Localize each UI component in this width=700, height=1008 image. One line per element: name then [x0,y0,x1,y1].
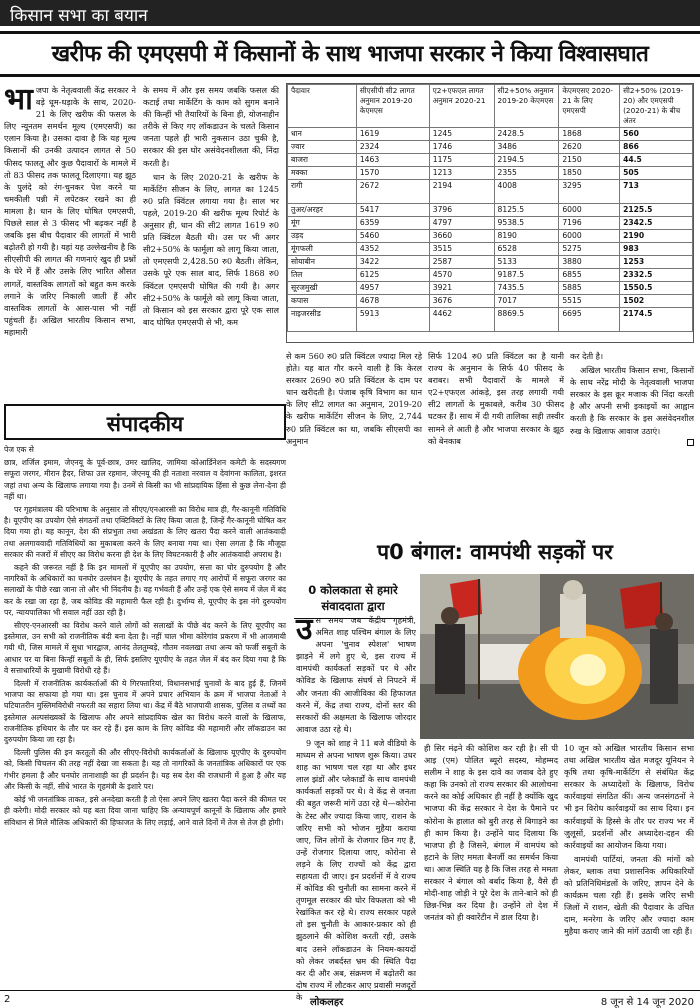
table-cell: 1619 [356,128,429,141]
table-header: सी2+50% (2019-20) और एमएसपी (2020-21) के बीच अंतर [620,85,693,128]
table-cell: 713 [620,180,693,204]
table-row [288,217,693,230]
editorial-paragraph: छात्र, शर्जिल इमाम, जेएनयू के पूर्व-छात्र, उमर खालिद, जामिया कोआर्डिनेशन कमेटी के सदस्यगण सफूरा जरगर, मीरान हैदर, शिफा उल रहमान, जेएनयू की ही नताशा नरवाल व देवांगना कालिता, इशरत जहां तथा अन्य के खिलाफ लगाया गया है। उनमें से किसी का भी सांप्रदायिक हिंसा से कुछ लेना-देना ही नहीं था। [4,458,286,501]
table-cell: 3921 [429,282,494,295]
table-header: ए2+एफएल लागत अनुमान 2020-21 [429,85,494,128]
table-cell: 6000 [559,230,620,243]
table-cell: 3796 [429,204,494,217]
table-cell: ज्वार [288,141,357,154]
bengal-paragraph: ही सिर मंढ़ने की कोशिश कर रही है। सी पी आइ (एम) पोलित ब्यूरो सदस्य, मोहम्मद सलीम ने शाह के इस दावे का जवाब देते हुए कहा कि उनको तो राज्य सरकार की आलोचना करने का कोई अधिकार ही नहीं है क्योंकि खुद भाजपा की केंद्र सरकार ने देश के पैमाने पर कोरोना के हालात को बुरी तरह से बिगाड़ने का ही काम किया है। उन्होंने याद दिलाया कि भाजपा ही है जिसने, बंगाल में वामपंथ को हटाने के लिए ममता बैनर्जी का समर्थन किया था। आज स्थिति यह है कि जिस तरह से ममता सरकार ने बंगाल को बर्बाद किया है, वैसे ही मोदी-शाह जोड़ी ने पूरे देश के ताने-बाने को ही छिन्न-भिन्न कर दिया है। उन्होंने तो देश में जनतंत्र को ही क्वारेंटीन में डाल दिया है। [424,743,558,923]
table-row [288,269,693,282]
end-of-article-icon [687,439,694,446]
table-cell: 1570 [356,167,429,180]
table-cell: 2355 [494,167,559,180]
table-cell: 3676 [429,295,494,308]
bengal-column-1 [296,612,416,1002]
table-cell: 3486 [494,141,559,154]
table-header: पैदावार [288,85,357,128]
table-cell: 1502 [620,295,693,308]
editorial-body [4,444,286,988]
table-cell: 505 [620,167,693,180]
table-cell: सोयाबीन [288,256,357,269]
table-cell: रागी [288,180,357,204]
table-cell: 2428.5 [494,128,559,141]
table-cell: 1253 [620,256,693,269]
issue-date: 8 जून से 14 जून 2020 [600,997,694,1008]
msp-column-4 [428,350,564,446]
table-cell: 4570 [429,269,494,282]
table-row [288,128,693,141]
msp-paragraph: धान के लिए 2020-21 के खरीफ के मार्केटिंग सीजन के लिए, लागत का 1245 रु0 प्रति क्विंटल लगाया गया है। साल भर पहले, 2019-20 की खरीफ मूल्य रिपोर्ट के अनुसार ही, धान की सी2 लागत 1619 रु0 प्रति क्विंटल बैठती थी। उस पर भी अगर सी2+50% के फार्मूला को लागू किया जाता, तो एमएसपी 2,428.50 रु0 बैठती। लेकिन, उसके पूरे एक साल बाद, सिर्फ 1868 रु0 क्विंटल एमएसपी घोषित की गयी है। अगर सी2+50% के फार्मूले को लागू किया जाता, तो किसान को इस सरकार द्वारा पूरे एक साल बाद घोषित एमएसपी से भी, कम [143,171,279,327]
table-cell: 5460 [356,230,429,243]
bengal-headline: प0 बंगाल: वामपंथी सड़कों पर [377,540,613,564]
table-cell: 2150 [559,154,620,167]
table-cell: 7196 [559,217,620,230]
msp-column-1 [4,84,136,396]
editorial-paragraph: सीएए-एनआरसी का विरोध करने वाले लोगों को सलाखों के पीछे बंद करने के लिए यूएपीए का इस्तेमाल, उन सभी को राजनीतिक बंदी बना देता है। नहीं चाल भीमा कोरेगांव प्रकरण में भी आजमायी गयी थी, जिस मामले में सुधा भारद्वाज, आनंद तेलतुम्बड़े, गौतम नवलखा तथा अन्य को फर्जी सबूतों के आधार पर या बिना किन्हीं सबूतों के ही, सिर्फ इसलिए यूएपीए के तहत जेल में बंद कर दिया गया है कि वे सत्ताधारियों के मुखामी विरोधी रहे हैं। [4,621,286,675]
table-cell: 2587 [429,256,494,269]
table-cell: 8190 [494,230,559,243]
table-cell: 3295 [559,180,620,204]
editorial-paragraph: कोई भी जनतांत्रिक ताकत, इसे अनदेखा करती है तो ऐसा अपने लिए खतरा पैदा करने की कीमत पर ही करेगी। मोदी सरकार को यह बता दिया जाना चाहिए कि अन्यायपूर्ण कानूनों के खिलाफ और हमारे संविधान से मिले मौलिक अधिकारों की हिफाजत के लिए लड़ाई, आने वाले दिनों में तेज से तेज ही होगी। [4,795,286,827]
table-cell: 2324 [356,141,429,154]
table-cell: 6695 [559,308,620,332]
bengal-column-2 [424,742,558,986]
table-row [288,167,693,180]
table-cell: 3515 [429,243,494,256]
table-cell: कपास [288,295,357,308]
bengal-paragraph: 9 जून को शाह ने 11 बजे वीडियो के माध्यम से अपना भाषण शुरू किया। उधर शाह का भाषण चल रहा था और इधर लाल झंडों और प्लेकार्डों के साथ वामपंथी कार्यकर्ता सड़कों पर थे। वे केंद्र से जनता की बहुत जरूरी मांगें उठा रहे थे—कोरोना के टेस्ट और ज्यादा किया जाए, राशन के जरिए सभी को भोजन मुहैया कराया जाए, जिन लोगों के रोजगार छिन गए हैं, उन्हें रोजगार दिलाया जाए, कोरोना से लड़ने के लिए राज्यों को केंद्र द्वारा सहायता दी जाए। इन प्रदर्शनों में वे राज्य में कोविड की चुनौती का सामना करने में तृणमूल सरकार की घोर विफलता को भी रेखांकित कर रहे थे। राज्य सरकार पहले तो इस चुनौती के आकार-प्रकार को ही झुठलाने की कोशिश करती रही, उसके बाद उसने लॉकडाउन के नियम-कायदों को लेकर जबर्दस्त भ्रम की स्थिति पैदा कर दी और अब, संक्रमण में बढ़ोतरी का दोष राज्य में लौटकर आए प्रवासी मजदूरों के [296,737,416,1002]
newspaper-name: लोकलहर [310,997,344,1008]
editorial-paragraph: कहने की जरूरत नहीं है कि इन मामलों में यूएपीए का उपयोग, सत्ता का घोर दुरुपयोग है और नागरिकों के अधिकारों का घनघोर उल्लंघन है। यूएपीए के तहत लगाए गए आरोपों में सफूरा जरगर का सलाखों के पीछे रखा जाना तो और भी निंदनीय है। वह गर्भवती हैं और उन्हें एक ऐसे समय में जेल में बंद कर के रखा जा रहा है, जब कोविड की महामारी फैल रही है। दुर्भाग्य से, यूएपीए के इस नंगे दुरुपयोग पर, न्यायपालिका भी सवाल नहीं उठा रही है। [4,563,286,617]
table-row [288,230,693,243]
msp-paragraph: सिर्फ 1204 रु0 प्रति क्विंटल का है यानी राज्य के अनुमान के सिर्फ 40 फीसद के बराबर। सभी पैदावारों के मामले में ए2+एफएल आंकड़े, इस तरह लगायी गयी सी2 लागतों के मुकाबले, करीब 30 फीसद घटकर हैं। साथ में दी गयी तालिका सही तस्वीर सामने ले आती है और भाजपा सरकार के झूठ को बेनकाब [428,351,564,446]
editorial-paragraph: पर गृहमंत्रालय की परिभाषा के अनुसार तो सीएए/एनआरसी का विरोध मात्र ही, गैर-कानूनी गतिविधि है। यूएपीए का उपयोग ऐसे संगठनों तथा एक्टिविस्टों के लिए किया जाता है, जिन्हें गैर-कानूनी घोषित कर दिया गया हो। यह कानून, देश की संप्रभुता तथा अखंडता के लिए खतरा पैदा करने वाली आतंकवादी तथा अलगाववादी गतिविधियों का मुकाबला करने के लिए बनाया गया था। ऐसा लगता है कि मौजूदा सरकार की नजरों में सीएए का विरोध करना ही देश के लिए विघटनकारी है और आतंकवादी अपराध है। [4,505,286,559]
table-cell: 5417 [356,204,429,217]
section-band: किसान सभा का बयान [0,0,700,26]
table-row [288,308,693,332]
table-cell: 1850 [559,167,620,180]
msp-paragraph: कर देती है। [570,351,604,361]
table-cell: 2194.5 [494,154,559,167]
table-cell: 8125.5 [494,204,559,217]
editorial-paragraph: दिल्ली में राजनीतिक कार्यकर्ताओं की ये गिरफ्तारियां, विधानसभाई चुनावों के बाद हुई हैं, जिनमें भाजपा का सफाया हो गया था। इस चुनाव में अपने प्रचार अभियान के क्रम में भाजपा नेताओं ने घटियातरीन मुस्लिमविरोधी नफरती का सहारा लिया था। केंद्र में बैठे भाजपायी शासक, पुलिस व तथ्यों का इस्तेमाल अल्पसंख्यकों के खिलाफ और अपने सांप्रदायिक खेल का विरोध करने वालों के खिलाफ, राजनीतिक हथियार के तौर पर कर रहे हैं। इस काम के लिए कोविड की महामारी और लॉकडाउन का दुरुपयोग किया जा रहा है। [4,679,286,745]
table-cell: 4352 [356,243,429,256]
table-cell: मूंग [288,217,357,230]
table-cell: 2190 [620,230,693,243]
bengal-paragraph: वामपंथी पार्टियां, जनता की मांगों को लेकर, ब्लाक तथा प्रशासनिक अधिकारियों को प्रतिनिधिमंडलों के जरिए, ज्ञापन देने के कार्यक्रम चला रही हैं। इसके जरिए सभी जिलों में राशन, खेती की पैदावार के उचित दाम, मनरेगा के जरिए और ज्यादा काम मुहैया कराए जाने की मांगें उठायी जा रही हैं। [564,853,694,937]
table-row [288,204,693,217]
table-cell: 2620 [559,141,620,154]
bengal-paragraph: स समय जब केंद्रीय गृहमंत्री, अमित शाह पश्चिम बंगाल के लिए अपना 'चुनाव स्पेशल' भाषण झाड़ने में लगे हुए थे, इस राज्य में वामपंथी कार्यकर्ता सड़कों पर थे और कोविड के खिलाफ संघर्ष से निपटने में और जनता की आजीविका की हिफाजत करने में, केंद्र तथा राज्य, दोनों स्तर की सरकारों की अक्षमता के खिलाफ जोरदार आवाज उठा रहे थे। [296,615,416,734]
table-row [288,141,693,154]
table-cell: 4678 [356,295,429,308]
table-cell: बाजरा [288,154,357,167]
table-cell: 2194 [429,180,494,204]
table-cell: 6125 [356,269,429,282]
msp-paragraph: जपा के नेतृत्ववाली केंद्र सरकार ने बड़े धूम-धड़ाके के साथ, 2020-21 के लिए खरीफ की फसल के लिए न्यूनतम समर्थन मूल्य (एमएसपी) का एलान किया है। उसका दावा है कि यह मूल्य किसानों की उनकी उत्पादन लागत से 50 फीसद फालतू और कुछ पैदावारों के मामले में तो 83 फीसद तक फालतू दिलाएगा। यह झूठ के पुलंदे को रंग-चुनकर पेश करने या चमकीली पन्नी में लपेटकर रखने का ही मामला है। धान के लिए घोषित एमएसपी, पिछले साल से 3 फीसद भी बढ़कर नहीं है जबकि इस बीच पैदावार की लागतों में भारी बढ़ोतरी हो गयी है। यहां यह उल्लेखनीय है कि सीएसीपी की लागत की गणनाएं खुद ही प्रश्नों के घेरे में हैं और उसके लिए भारित औसत लागतें, वास्तविक लागतों को बहुत कम करके लगाने के जरिए निकाली जाती हैं और वास्तविक लागतों के आस-पास भी नहीं पहुंचती हैं। अखिल भारतीय किसान सभा, महामारी [4,85,136,337]
editorial-title: संपादकीय [106,412,184,436]
table-cell: 3880 [559,256,620,269]
table-cell: 2332.5 [620,269,693,282]
table-cell: 8869.5 [494,308,559,332]
editorial-paragraph: दिल्ली पुलिस की इन करतूतों की और सीएए-विरोधी कार्यकर्ताओं के खिलाफ यूएपीए के दुरुपयोग को, किसी चिचलन की तरह नहीं देखा जा सकता है। यह तो नागरिकों के जनतांत्रिक अधिकारों पर एक गंभीर हमला है और घनघोर तानाशाही का ही प्रदर्शन है। यह सब देश की राजधानी में हुआ है और यह और किसी के नहीं, सीधे भारत के गृहमंत्री के इशारे पर। [4,748,286,791]
table-cell: 1746 [429,141,494,154]
table-cell: 5885 [559,282,620,295]
protest-effigy-burning-image [420,574,694,739]
table-cell: 4797 [429,217,494,230]
msp-column-3 [286,350,422,446]
table-header: सीएसीपी सी2 लागत अनुमान 2019-20 केएमएस [356,85,429,128]
bengal-paragraph: 10 जून को अखिल भारतीय किसान सभा तथा अखिल भारतीय खेत मजदूर यूनियन ने कृषि तथा कृषि-मार्केटिंग से संबंधित केंद्र सरकार के अध्यादेशों के खिलाफ, विरोध कार्रवाइयां संगठित कीं। अन्य जनसंगठनों ने भी इन विरोध कार्रवाइयों का साथ दिया। इन कार्रवाइयों के हिस्से के तौर पर राज्य भर में जुलूसों, प्रदर्शनों और अध्यादेश-दहन की कार्रवाइयों का आयोजन किया गया। [564,743,694,850]
table-cell: 1868 [559,128,620,141]
table-cell: 5133 [494,256,559,269]
table-cell: 1175 [429,154,494,167]
msp-paragraph: अखिल भारतीय किसान सभा, किसानों के साथ नरेंद्र मोदी के नेतृत्ववाली भाजपा सरकार के इस क्रूर मजाक की निंदा करती है और अपनी सभी इकाइयों का आह्वान करती है कि सरकार के इस असंवेदनशील रुख के खिलाफ आवाज उठाएं। [570,365,694,436]
protest-photo [420,574,694,739]
table-cell: 1213 [429,167,494,180]
table-row [288,295,693,308]
table-cell: मक्का [288,167,357,180]
table-cell: 560 [620,128,693,141]
msp-column-2 [143,84,279,396]
table-cell: 3660 [429,230,494,243]
table-cell: 1463 [356,154,429,167]
byline: 0 कोलकाता से हमारे संवाददाता द्वारा [294,582,412,619]
table-cell: 4957 [356,282,429,295]
table-cell: 44.5 [620,154,693,167]
table-cell: 1550.5 [620,282,693,295]
msp-paragraph: से कम 560 रु0 प्रति क्विंटल ज्यादा मिल रहे होते। यह बात गौर करने वाली है कि केरल सरकार 2690 रु0 प्रति क्विंटल के दाम पर धान खरीदती है। पंजाब कृषि विभाग का धान के लिए सी2 लागत का अनुमान, 2019-20 के खरीफ मार्केटिंग सीजन के लिए, 2,744 रु0 प्रति क्विंटल का था, जबकि सीएसपी का अनुमान [286,351,422,446]
table-cell: 6000 [559,204,620,217]
table-cell: 7435.5 [494,282,559,295]
table-cell: 6528 [494,243,559,256]
table-row [288,180,693,204]
table-cell: 4008 [494,180,559,204]
table-cell: 866 [620,141,693,154]
dropcap: उ [296,612,313,647]
page-number: 2 [4,994,11,1005]
table-cell: धान [288,128,357,141]
table-cell: 2174.5 [620,308,693,332]
table-cell: मूंगफली [288,243,357,256]
table-row [288,256,693,269]
table-cell: 5515 [559,295,620,308]
table-cell: 7017 [494,295,559,308]
dropcap: भा [4,82,33,117]
main-headline: खरीफ की एमएसपी में किसानों के साथ भाजपा सरकार ने किया विश्वासघात [0,31,700,77]
table-cell: 6359 [356,217,429,230]
table-cell: 5913 [356,308,429,332]
table-cell: 9187.5 [494,269,559,282]
table-cell: 9538.5 [494,217,559,230]
table-row [288,243,693,256]
msp-paragraph: के समय में और इस समय जबकि फसल की कटाई तथा मार्केटिंग के काम को सुगम बनाने की किन्हीं भी तैयारियों के बिना ही, योजनाहीन तरीके से किए गए लॉकडाउन के चलते किसान जनता पहले ही भारी नुकसान उठा चुकी है, सरकार की इस घोर असंवेदनशीलता की, निंदा करती है। [143,85,279,168]
page-footer [0,990,700,1008]
table-cell: 6855 [559,269,620,282]
table-header: सी2+50% अनुमान 2019-20 केएमएस [494,85,559,128]
table-cell: तुअर/अरहर [288,204,357,217]
table-cell: 2125.5 [620,204,693,217]
table-cell: तिल [288,269,357,282]
table-cell: 1245 [429,128,494,141]
bengal-column-3 [564,742,694,986]
table-cell: 3422 [356,256,429,269]
table-cell: नाइजरसीड [288,308,357,332]
table-cell: 2342.5 [620,217,693,230]
table-cell: 4462 [429,308,494,332]
table-cell: 5275 [559,243,620,256]
msp-column-5 [570,350,694,442]
msp-comparison-table [286,83,694,343]
table-cell: 983 [620,243,693,256]
table-header-row [288,85,693,128]
table-cell: सूरजमुखी [288,282,357,295]
editorial-paragraph: पेज एक से [4,445,34,454]
table-cell: 2672 [356,180,429,204]
table-cell: उड़द [288,230,357,243]
editorial-title-box [4,404,286,440]
table-row [288,282,693,295]
table-header: केएमएसए 2020-21 के लिए एमएसपी [559,85,620,128]
table-row [288,154,693,167]
